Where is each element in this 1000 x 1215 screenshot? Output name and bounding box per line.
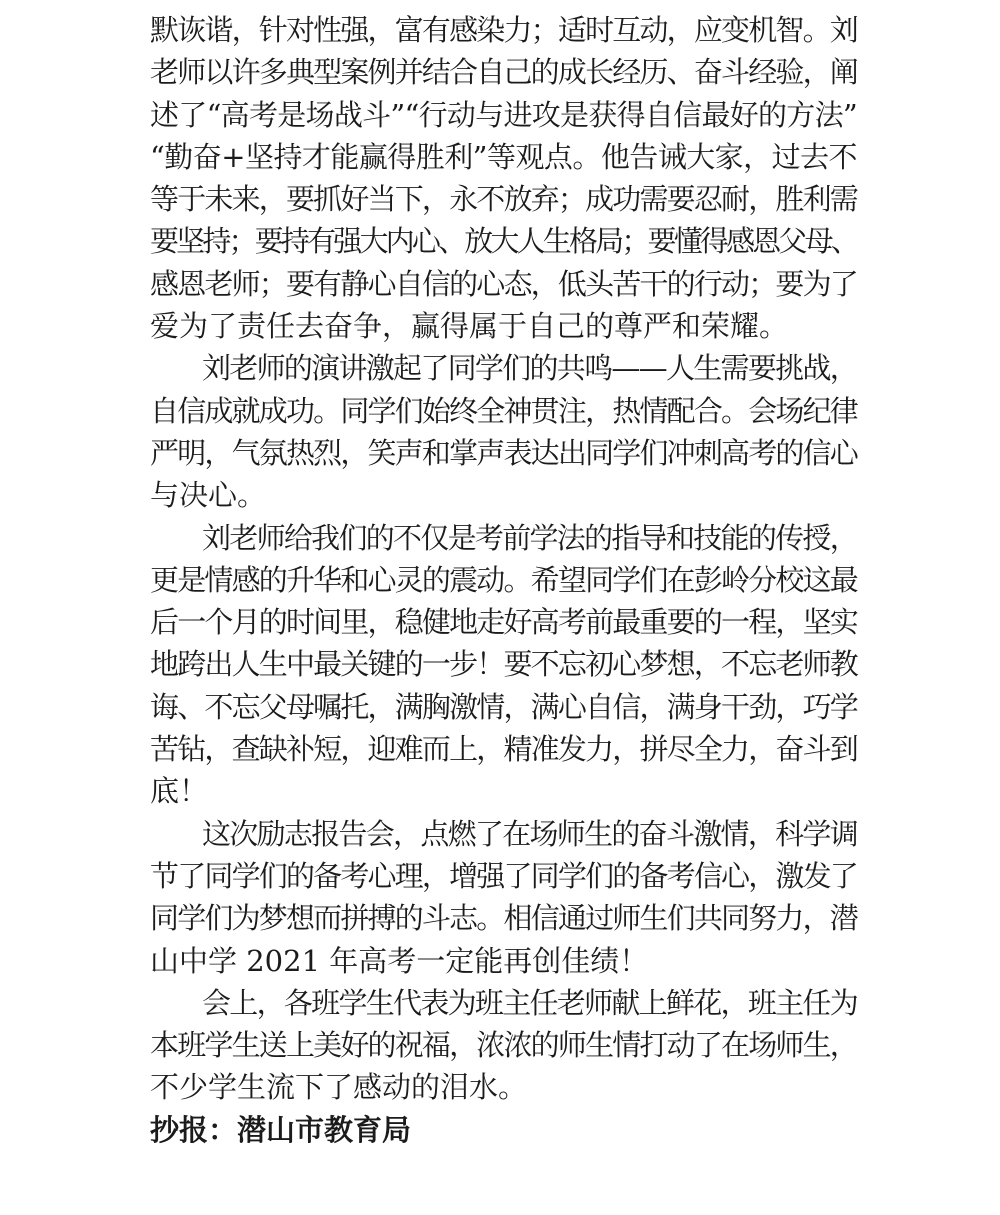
text-line-content: 山中学 2021 年高考一定能再创佳绩！ [150, 943, 649, 978]
text-line [202, 347, 857, 389]
text-line [150, 1024, 857, 1066]
text-line-content: 默诙谐，针对性强，富有感染力；适时互动，应变机智。刘 [150, 13, 857, 47]
text-line [150, 1066, 857, 1108]
text-line-content: 爱为了责任去奋争，赢得属于自己的尊严和荣耀。 [150, 309, 789, 344]
text-line-content: 诲、不忘父母嘱托，满胸激情，满心自信，满身干劲，巧学 [150, 689, 857, 724]
text-line-content: 本班学生送上美好的祝福，浓浓的师生情打动了在场师生， [150, 1028, 857, 1063]
text-line-content: 刘老师给我们的不仅是考前学法的指导和技能的传授， [202, 520, 857, 555]
text-line [150, 9, 857, 51]
text-line-content: 等于未来，要抓好当下，永不放弃；成功需要忍耐，胜利需 [150, 182, 857, 217]
paragraph [150, 9, 857, 347]
text-line [150, 855, 857, 897]
text-line-content: 更是情感的升华和心灵的震动。希望同学们在彭岭分校这最 [150, 562, 857, 597]
text-line-content: 地跨出人生中最关键的一步！要不忘初心梦想，不忘老师教 [150, 647, 857, 682]
text-line [150, 940, 857, 982]
text-line [150, 897, 857, 939]
text-line-content: 不少学生流下了感动的泪水。 [150, 1070, 528, 1105]
paragraph [150, 347, 857, 516]
text-line [150, 474, 857, 516]
text-line [150, 643, 857, 685]
text-line-content: 这次励志报告会，点燃了在场师生的奋斗激情，科学调 [202, 816, 857, 851]
text-line [150, 305, 857, 347]
text-line [150, 220, 857, 262]
text-line-content: 底！ [150, 774, 209, 809]
paragraph [150, 517, 857, 813]
text-line [202, 813, 857, 855]
text-line-content: 节了同学们的备考心理，增强了同学们的备考信心，激发了 [150, 858, 857, 893]
text-line-content: 同学们为梦想而拼搏的斗志。相信通过师生们共同努力，潜 [150, 901, 857, 936]
text-line-content: “勤奋+坚持才能赢得胜利”等观点。他告诫大家，过去不 [150, 139, 857, 174]
text-line [150, 263, 857, 305]
text-line-content: 严明，气氛热烈，笑声和掌声表达出同学们冲刺高考的信心 [150, 435, 857, 470]
text-line [150, 178, 857, 220]
text-line [150, 770, 857, 812]
text-line-content: 与决心。 [150, 478, 267, 513]
text-line-content: 感恩老师；要有静心自信的心态，低头苦干的行动；要为了 [150, 266, 857, 301]
text-line-content: 会上，各班学生代表为班主任老师献上鲜花，班主任为 [202, 985, 857, 1020]
paragraph [150, 1109, 857, 1151]
text-line [150, 601, 857, 643]
document-body [150, 9, 857, 1151]
text-line [150, 390, 857, 432]
text-line [202, 517, 857, 559]
text-line-content: 后一个月的时间里，稳健地走好高考前最重要的一程，坚实 [150, 605, 857, 640]
paragraph [150, 813, 857, 982]
text-line-content: 述了“高考是场战斗”“行动与进攻是获得自信最好的方法” [150, 97, 857, 132]
text-line [150, 94, 857, 136]
text-line [150, 432, 857, 474]
text-line-content: 刘老师的演讲激起了同学们的共鸣——人生需要挑战， [202, 351, 857, 386]
text-line [150, 559, 857, 601]
text-line [150, 1109, 857, 1151]
text-line-content: 要坚持；要持有强大内心、放大人生格局；要懂得感恩父母、 [150, 224, 857, 259]
paragraph [150, 982, 857, 1109]
text-line [150, 686, 857, 728]
text-line-content: 自信成就成功。同学们始终全神贯注，热情配合。会场纪律 [150, 393, 857, 428]
text-line [150, 51, 857, 93]
text-line-content: 老师以许多典型案例并结合自己的成长经历、奋斗经验，阐 [150, 55, 857, 90]
text-line [150, 728, 857, 770]
text-line [150, 136, 857, 178]
text-line [202, 982, 857, 1024]
text-line-content: 苦钻，查缺补短，迎难而上，精准发力，拼尽全力，奋斗到 [150, 732, 857, 767]
text-line-content: 抄报：潜山市教育局 [150, 1112, 412, 1147]
